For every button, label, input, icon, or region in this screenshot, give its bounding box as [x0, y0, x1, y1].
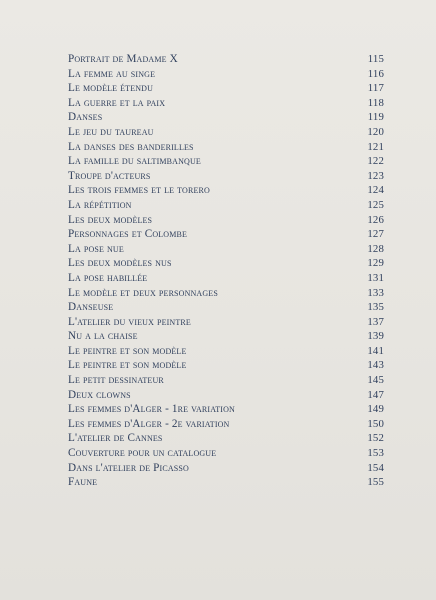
entry-title: Deux clowns [68, 388, 131, 401]
entry-page: 150 [367, 417, 384, 430]
entry-title: Le petit dessinateur [68, 374, 164, 387]
entry-title: Les trois femmes et le torero [68, 184, 210, 197]
entry-title: La répétition [68, 198, 132, 211]
entry-title: L'atelier du vieux peintre [68, 315, 191, 328]
entry-title: La guerre et la paix [68, 96, 166, 109]
entry-page: 139 [367, 330, 384, 343]
entry-title: Le peintre et son modèle [68, 344, 187, 357]
toc-row [68, 154, 384, 169]
entry-title: La famille du saltimbanque [68, 155, 201, 168]
entry-page: 121 [367, 140, 384, 153]
entry-page: 154 [367, 461, 384, 474]
entry-title: L'atelier de Cannes [68, 432, 163, 445]
entry-title: Nu a la chaise [68, 330, 138, 343]
entry-page: 152 [367, 432, 384, 445]
toc-row [68, 329, 384, 344]
entry-page: 125 [367, 198, 384, 211]
entry-page: 145 [367, 374, 384, 387]
table-of-contents [68, 52, 384, 490]
toc-row [68, 67, 384, 82]
toc-row [68, 461, 384, 476]
toc-row [68, 96, 384, 111]
entry-page: 135 [367, 301, 384, 314]
entry-page: 155 [367, 476, 384, 489]
entry-title: Les deux modèles [68, 213, 153, 226]
entry-page: 153 [367, 447, 384, 460]
toc-row [68, 213, 384, 228]
entry-title: Danseuse [68, 301, 114, 314]
entry-title: Le modèle et deux personnages [68, 286, 218, 299]
toc-row [68, 271, 384, 286]
entry-page: 133 [367, 286, 384, 299]
entry-title: Personnages et Colombe [68, 228, 188, 241]
entry-title: Dans l'atelier de Picasso [68, 461, 189, 474]
toc-row [68, 388, 384, 403]
entry-title: Troupe d'acteurs [68, 169, 151, 182]
entry-title: La femme au singe [68, 67, 156, 80]
toc-row [68, 286, 384, 301]
entry-page: 143 [367, 359, 384, 372]
toc-row [68, 446, 384, 461]
toc-row [68, 300, 384, 315]
entry-title: Le peintre et son modèle [68, 359, 187, 372]
entry-title: Le jeu du taureau [68, 125, 154, 138]
toc-row [68, 344, 384, 359]
entry-page: 128 [367, 242, 384, 255]
entry-page: 141 [367, 344, 384, 357]
entry-page: 122 [367, 155, 384, 168]
entry-page: 137 [367, 315, 384, 328]
entry-title: Les femmes d'Alger - 1re variation [68, 403, 235, 416]
entry-page: 131 [367, 271, 384, 284]
entry-title: Les deux modèles nus [68, 257, 172, 270]
toc-row [68, 475, 384, 490]
entry-title: Le modèle étendu [68, 82, 154, 95]
toc-row [68, 373, 384, 388]
entry-page: 126 [367, 213, 384, 226]
toc-row [68, 169, 384, 184]
toc-row [68, 431, 384, 446]
toc-row [68, 125, 384, 140]
toc-row [68, 183, 384, 198]
toc-row [68, 315, 384, 330]
entry-page: 147 [367, 388, 384, 401]
entry-page: 149 [367, 403, 384, 416]
entry-page: 127 [367, 228, 384, 241]
toc-row [68, 402, 384, 417]
toc-row [68, 52, 384, 67]
toc-row [68, 140, 384, 155]
toc-row [68, 256, 384, 271]
entry-page: 117 [367, 82, 384, 95]
entry-page: 119 [367, 111, 384, 124]
entry-page: 115 [367, 53, 384, 65]
toc-row [68, 110, 384, 125]
toc-row [68, 198, 384, 213]
entry-title: La pose nue [68, 242, 124, 255]
entry-page: 116 [367, 67, 384, 80]
entry-title: Portrait de Madame X [68, 53, 178, 65]
entry-title: La pose habillée [68, 271, 148, 284]
entry-page: 118 [367, 96, 384, 109]
entry-title: Couverture pour un catalogue [68, 447, 217, 460]
toc-row [68, 81, 384, 96]
toc-row [68, 417, 384, 432]
entry-title: Danses [68, 111, 103, 124]
toc-row [68, 227, 384, 242]
entry-page: 120 [367, 125, 384, 138]
entry-page: 123 [367, 169, 384, 182]
entry-page: 124 [367, 184, 384, 197]
entry-title: Les femmes d'Alger - 2e variation [68, 417, 230, 430]
toc-row [68, 242, 384, 257]
entry-page: 129 [367, 257, 384, 270]
toc-row [68, 358, 384, 373]
entry-title: Faune [68, 476, 98, 489]
entry-title: La danses des banderilles [68, 140, 194, 153]
